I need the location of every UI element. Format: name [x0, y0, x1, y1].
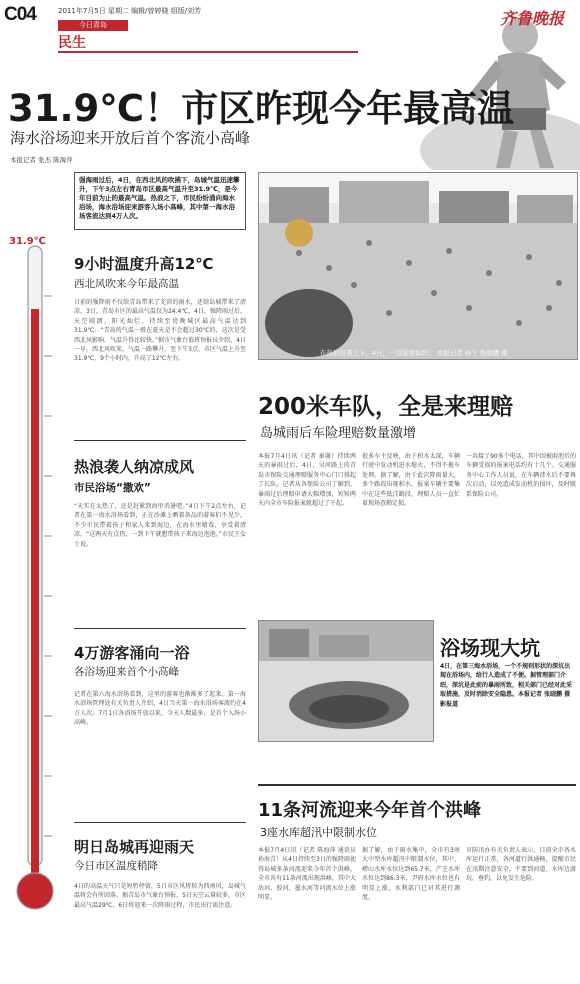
story-rivers-title: 11条河流迎来今年首个洪峰	[258, 800, 482, 821]
story-claims-subtitle: 岛城雨后车险理赔数量激增	[260, 426, 417, 441]
story-claims-col3: 一共接了90多个电话，其中因被雨泡后的车辆受损的报案电话约有十几个。交通服务中心工作人员说，在车辆涉水后不要再次启动，以免造成发动机的损坏，及时联系保险公司。	[466, 453, 576, 498]
thermometer-mercury	[31, 309, 39, 876]
divider	[74, 822, 246, 823]
story-4w-title: 4万游客涌向一浴	[74, 644, 190, 662]
story-9h-subtitle: 西北风吹来今年最高温	[74, 278, 179, 290]
story-4w-subtitle: 各浴场迎来首个小高峰	[74, 666, 179, 678]
story-rain-title: 明日岛城再迎雨天	[74, 838, 195, 856]
divider	[258, 784, 576, 786]
story-pit-title: 浴场现大坑	[440, 636, 540, 660]
story-pit-body: 4日，在第三海水浴场，一个不规则形状的深坑出现在浴场内，给行人造成了不便。据管理部门介绍，深坑是此前的暴雨所致，相关部门已经对此采取措施，及时消除安全隐患。本报记者 张晓鹏 摄影报道	[440, 663, 573, 708]
pit-photo	[258, 620, 434, 742]
byline: 本报记者 张杰 陈海萍	[10, 156, 73, 164]
main-subtitle: 海水浴场迎来开放后首个客流小高峰	[10, 129, 251, 147]
story-rivers-col1: 本报7月4日讯（记者 陈海萍 通讯员 孙海青）从4日持续至3日的强降雨使得岛城多条河流迎来今年首个洪峰，全市共有11条河流出现洪峰，其中大沽河、胶河、墨水河等河流水位上涨明显。	[258, 847, 356, 902]
main-headline: 31.9℃！市区昨现今年最高温	[8, 87, 515, 130]
story-9h-body: 日前的强降雨不仅给青岛带来了充沛的雨水，还给岛城带来了清凉，3日，青岛市区的最高气温仅为24.4℃，4日，强降雨过后，天空晴朗，阳光灿烂，持续至傍晚城区最高气温达到31.9℃。“青岛的气温一般在夏天是不会超过30℃的，这次是受西北风影响，气温升得比较快。”据市气象台值班预报员介绍，4日一早，西北风吹来，气温一路攀升，至下午3点，市区气温上升至31.9℃，9个小时内，升高了12℃左右。	[74, 299, 246, 363]
thermometer-label: 31.9℃	[9, 236, 46, 247]
story-rain-subtitle: 今日市区温度稍降	[74, 860, 158, 872]
beach-photo-caption: 在热浪侵袭之下，4日，一浴游客如织。 本报记者 杨宁 张晓鹏 摄	[320, 349, 508, 357]
story-9h-title: 9小时温度升高12℃	[74, 255, 214, 273]
divider	[74, 440, 246, 441]
edition-tab: 今日青岛	[58, 20, 128, 31]
story-heat-body: “天实在太热了，还是赶紧到海里消暑吧。”4日下午2点左右，记者在第一海水浴场看到，正在沙滩上晒着备品的游客们不见少，不少市民带着孩子和家人来到海边，在海水里嬉戏，享受着清凉。“这两天有点热，一到下午就想带孩子来海边泡泡。”市民王女士说。	[74, 503, 246, 548]
thermometer-graphic	[8, 236, 60, 936]
story-rain-body: 4日的高温天气只是短暂停留，5日市区风将转为西南风，岛城气温将会有所回落。据青岛市气象台预报，5日天空云量较多，市区最高气温29℃。6日将迎来一次降雨过程，市民出行需注意。	[74, 883, 246, 909]
divider	[74, 628, 246, 629]
story-claims-col2: 很多车主反映，由于积水太深，车辆行驶中发动机进水熄火，不得不拖车处理。据了解，由于此次降雨量大，多个路段出现积水，报案车辆主要集中在这些低洼路段，理赔人员一直忙着现场查勘定损。	[362, 453, 460, 508]
lead-paragraph: 强海雨过后，4日，在西北风的吹拂下，岛城气温迅速攀升，下午3点左右青岛市区最高气温升至31.9℃，是今年目前为止的最高气温。热浪之下，市民纷纷涌向海水浴场，海水浴场迎来游客入场小高峰，其中第一海水浴场客流达到4万人次。	[74, 172, 246, 230]
header-divider	[58, 51, 358, 53]
story-rivers-col3: 市防汛办有关负责人表示，目前全市各水库运行正常，各河道行洪通畅，提醒市民在汛期注意安全，不要到河道、水库边游玩、垂钓，以免发生危险。	[466, 847, 576, 883]
section-name: 民生	[58, 35, 86, 51]
story-claims-col1: 本报7月4日讯（记者 秦谢）持续两天的暴雨过后，4日，吴河路上的青岛市保险交通理赔服务中心门口排起了长队，记者从各保险公司了解到，暴雨过后理赔申请大幅增加，短短两天内全市车险报案就超过了千起。	[258, 453, 356, 508]
story-rivers-col2: 据了解，由于雨水集中，全市有3座大中型水库超汛中限制水位，其中，崂山水库水位达到65.7米，产芝水库水位达到86.3米，尹府水库水位也有明显上涨，水利部门已对其进行调度。	[362, 847, 460, 902]
page-number: C04	[4, 4, 36, 25]
story-4w-body: 记者在第六海水浴场看到，这里的游客也渐渐多了起来。第一海水浴场管理处有关负责人介绍，4日当天第一海水浴场客流约在4万人次。7月1日各浴场开放以来，今天人数最多，是首个入场小高峰。	[74, 691, 246, 727]
story-claims-title: 200米车队，全是来理赔	[258, 394, 514, 420]
story-heat-subtitle: 市民浴场“撒欢”	[74, 482, 151, 494]
newspaper-logo: 齐鲁晚报	[500, 9, 565, 28]
story-heat-title: 热浪袭人纳凉成风	[74, 458, 195, 476]
dateline: 2011年7月5日 星期二 编辑/曾婷晓 组版/刘芳	[58, 7, 202, 15]
story-rivers-subtitle: 3座水库超汛中限制水位	[260, 826, 377, 839]
beach-photo	[258, 172, 578, 360]
